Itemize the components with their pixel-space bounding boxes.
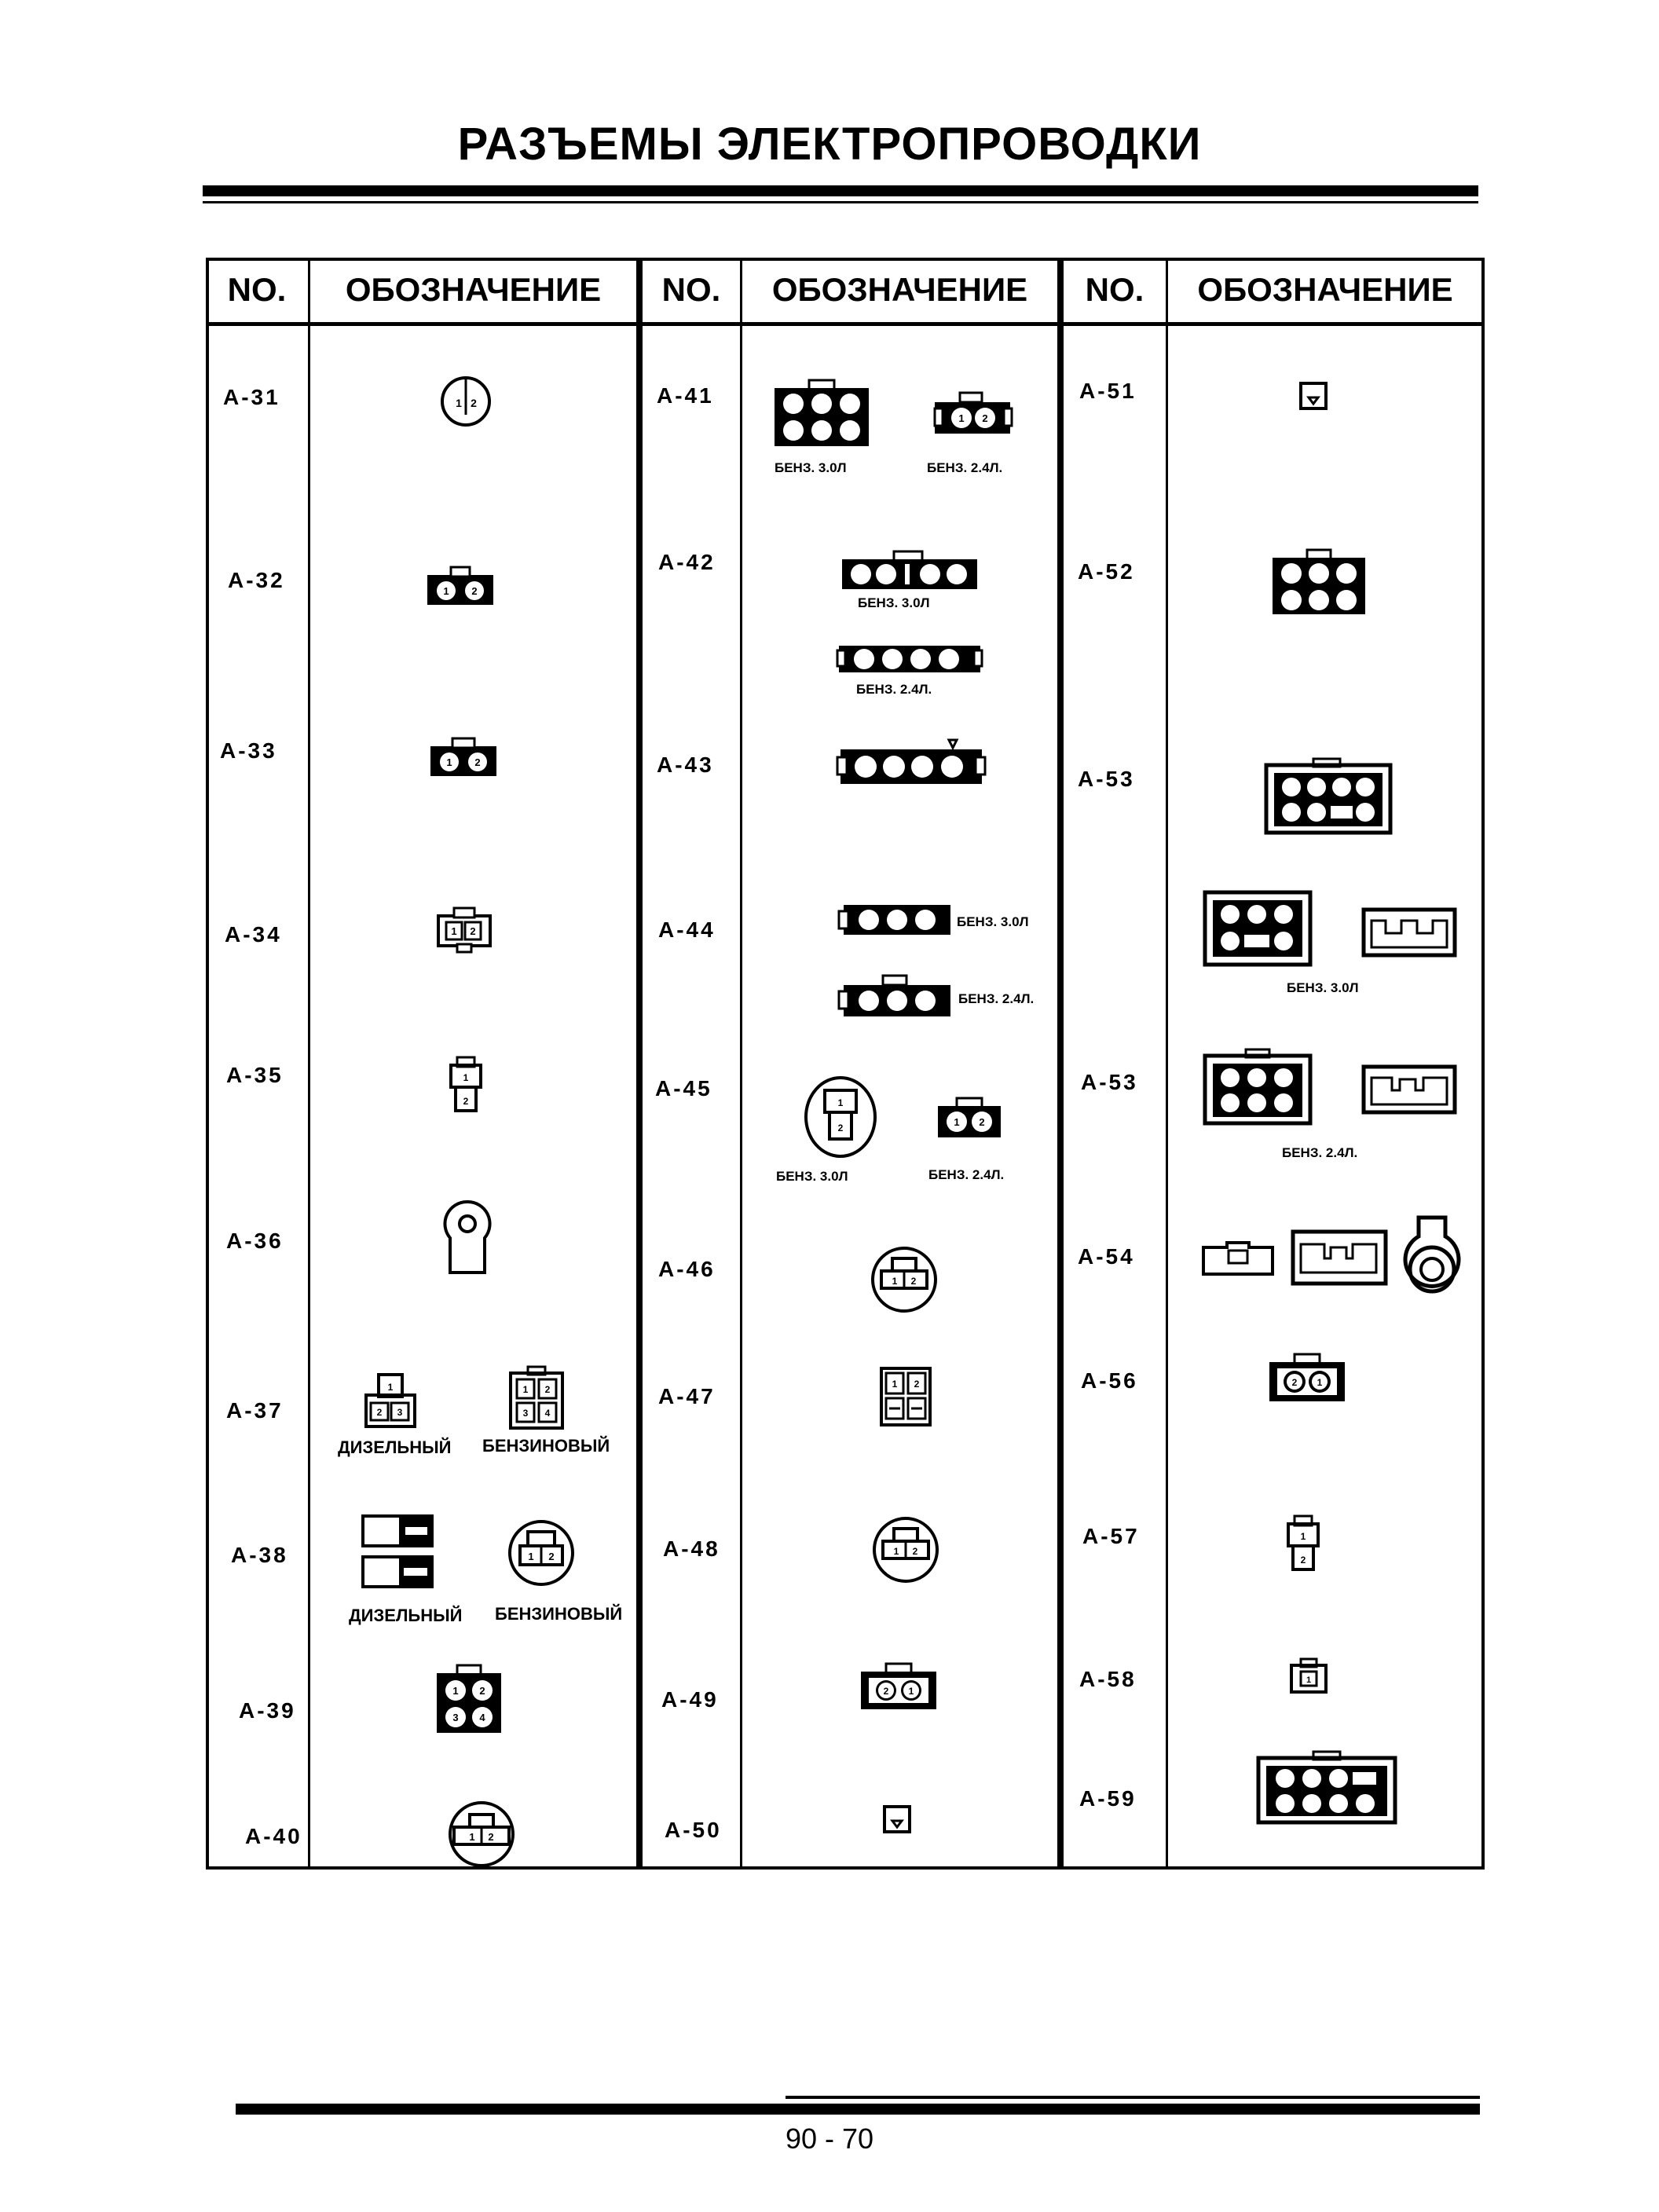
- variant-caption: БЕНЗ. 3.0Л: [957, 914, 1029, 929]
- row-number: A-35: [226, 1063, 284, 1087]
- variant-caption: ДИЗЕЛЬНЫЙ: [349, 1606, 463, 1625]
- svg-text:2: 2: [1291, 1377, 1298, 1388]
- row-number: A-53: [1081, 1070, 1138, 1094]
- connector-a35-icon: [446, 1056, 485, 1117]
- connector-a54-ring-icon: [1401, 1214, 1463, 1304]
- row-number: A-36: [226, 1229, 284, 1253]
- svg-text:1: 1: [954, 1116, 960, 1128]
- connector-a32-icon: [424, 566, 496, 608]
- svg-text:2: 2: [463, 1096, 469, 1107]
- row-number: A-44: [658, 917, 716, 942]
- variant-caption: БЕНЗ. 3.0Л: [776, 1169, 848, 1184]
- col-divider: [1166, 258, 1168, 1870]
- connector-a52-icon: [1269, 548, 1368, 617]
- svg-text:1: 1: [893, 1546, 899, 1557]
- connector-a44-petrol30-icon: [837, 900, 955, 939]
- row-number: A-51: [1079, 379, 1137, 403]
- svg-text:2: 2: [912, 1546, 918, 1557]
- connector-a36-icon: [440, 1197, 495, 1284]
- connector-a38-petrol-icon: [506, 1518, 577, 1588]
- svg-text:1: 1: [452, 1685, 459, 1697]
- connector-a53-icon: [1263, 757, 1393, 836]
- row-number: A-41: [657, 383, 714, 408]
- page-title: РАЗЪЕМЫ ЭЛЕКТРОПРОВОДКИ: [457, 119, 1202, 170]
- row-number: A-46: [658, 1257, 716, 1281]
- header-divider: [206, 322, 1485, 326]
- connector-a40-icon: [446, 1799, 517, 1870]
- title-underline-thin: [203, 201, 1478, 203]
- row-number: A-50: [665, 1818, 722, 1842]
- header-no-1: NO.: [227, 271, 287, 308]
- row-number: A-40: [245, 1824, 302, 1848]
- connector-a39-icon: [434, 1664, 504, 1736]
- row-number: A-47: [658, 1384, 716, 1408]
- connector-a44-petrol24-icon: [837, 974, 955, 1021]
- svg-text:1: 1: [908, 1686, 914, 1697]
- header-label-2: ОБОЗНАЧЕНИЕ: [771, 271, 1028, 308]
- page-number: 90 - 70: [785, 2122, 874, 2155]
- variant-caption: БЕНЗ. 2.4Л.: [927, 460, 1003, 475]
- connector-a33-icon: [427, 737, 500, 779]
- row-number: A-42: [658, 550, 716, 574]
- row-number: A-34: [225, 922, 282, 947]
- svg-text:1: 1: [456, 397, 462, 409]
- variant-caption: ДИЗЕЛЬНЫЙ: [338, 1437, 452, 1457]
- row-number: A-52: [1078, 559, 1135, 584]
- variant-caption: БЕНЗИНОВЫЙ: [495, 1604, 623, 1624]
- connector-a53-petrol30-block-icon: [1202, 889, 1313, 968]
- svg-text:1: 1: [1306, 1675, 1312, 1685]
- header-no-3: NO.: [1085, 271, 1144, 308]
- svg-text:1: 1: [1300, 1531, 1306, 1542]
- svg-text:4: 4: [479, 1712, 485, 1723]
- connector-a45-petrol30-icon: [801, 1075, 880, 1159]
- connector-a53-petrol24-block-icon: [1202, 1048, 1313, 1126]
- variant-caption: БЕНЗ. 3.0Л: [1287, 980, 1359, 995]
- svg-text:1: 1: [463, 1072, 469, 1083]
- row-number: A-43: [657, 753, 714, 777]
- connector-a49-icon: [858, 1662, 939, 1712]
- svg-text:2: 2: [837, 1122, 844, 1133]
- header-label-1: ОБОЗНАЧЕНИЕ: [345, 271, 602, 308]
- connector-a59-icon: [1255, 1750, 1398, 1826]
- svg-text:2: 2: [979, 1116, 985, 1128]
- svg-text:2: 2: [914, 1379, 920, 1390]
- svg-text:4: 4: [544, 1408, 551, 1419]
- svg-text:1: 1: [522, 1384, 529, 1395]
- row-number: A-49: [661, 1687, 719, 1712]
- connector-a51-icon: [1298, 380, 1329, 412]
- variant-caption: БЕНЗ. 2.4Л.: [958, 991, 1035, 1006]
- row-number: A-31: [223, 385, 280, 409]
- svg-text:1: 1: [528, 1551, 534, 1562]
- svg-text:2: 2: [470, 925, 476, 937]
- variant-caption: БЕНЗ. 2.4Л.: [1282, 1145, 1358, 1160]
- connector-a41-petrol24-icon: [932, 391, 1013, 438]
- svg-text:2: 2: [544, 1384, 551, 1395]
- connector-a41-petrol30-icon: [771, 379, 872, 449]
- row-number: A-38: [231, 1543, 288, 1567]
- variant-caption: БЕНЗИНОВЫЙ: [482, 1436, 610, 1456]
- connector-a47-icon: [878, 1365, 933, 1428]
- svg-text:3: 3: [452, 1712, 459, 1723]
- row-number: A-37: [226, 1398, 284, 1423]
- svg-text:1: 1: [1317, 1377, 1323, 1388]
- svg-text:2: 2: [376, 1407, 383, 1418]
- svg-text:1: 1: [837, 1097, 844, 1108]
- connector-a50-icon: [881, 1804, 913, 1835]
- connector-a58-icon: [1288, 1657, 1329, 1697]
- svg-text:1: 1: [387, 1382, 394, 1393]
- connector-a53-petrol24-plug-icon: [1361, 1064, 1458, 1115]
- variant-caption: БЕНЗ. 3.0Л: [775, 460, 847, 475]
- variant-caption: БЕНЗ. 2.4Л.: [856, 682, 932, 697]
- title-underline-thick: [203, 185, 1478, 196]
- connector-a37-petrol-icon: [507, 1365, 566, 1431]
- footer-rule-thick: [236, 2104, 1480, 2115]
- svg-text:2: 2: [474, 756, 481, 768]
- connector-a54-plug-large-icon: [1290, 1229, 1389, 1287]
- svg-text:1: 1: [958, 412, 965, 424]
- variant-caption: БЕНЗ. 2.4Л.: [928, 1167, 1005, 1182]
- connector-a42-petrol24-icon: [836, 633, 985, 677]
- connector-a48-icon: [870, 1513, 941, 1585]
- row-number: A-45: [655, 1076, 712, 1101]
- connector-a57-icon: [1284, 1514, 1323, 1576]
- row-number: A-54: [1078, 1244, 1135, 1269]
- footer-rule-thin: [786, 2096, 1480, 2099]
- svg-text:2: 2: [548, 1551, 555, 1562]
- col-divider: [740, 258, 742, 1870]
- row-number: A-58: [1079, 1667, 1137, 1691]
- svg-text:1: 1: [443, 585, 449, 597]
- svg-text:1: 1: [892, 1276, 898, 1287]
- connector-a53-petrol30-plug-icon: [1361, 906, 1458, 958]
- svg-text:1: 1: [892, 1379, 898, 1390]
- svg-text:3: 3: [522, 1408, 529, 1419]
- svg-text:2: 2: [982, 412, 988, 424]
- connector-a54-plug-small-icon: [1200, 1240, 1276, 1277]
- svg-text:1: 1: [451, 925, 457, 937]
- connector-a45-petrol24-icon: [935, 1097, 1004, 1141]
- connector-a43-icon: [837, 738, 987, 789]
- section-divider: [636, 258, 643, 1870]
- svg-text:2: 2: [488, 1831, 494, 1843]
- row-number: A-53: [1078, 767, 1135, 791]
- svg-text:1: 1: [446, 756, 452, 768]
- row-number: A-32: [228, 568, 285, 592]
- svg-text:2: 2: [883, 1686, 889, 1697]
- connector-table: [206, 258, 1485, 1870]
- col-divider: [308, 258, 310, 1870]
- connector-a34-icon: [434, 906, 496, 958]
- svg-text:2: 2: [471, 585, 478, 597]
- connector-a46-icon: [869, 1243, 939, 1315]
- row-number: A-56: [1081, 1368, 1138, 1393]
- row-number: A-33: [220, 738, 277, 763]
- svg-text:2: 2: [1300, 1555, 1306, 1566]
- svg-text:2: 2: [910, 1276, 917, 1287]
- connector-a42-petrol30-icon: [839, 550, 980, 594]
- svg-text:3: 3: [397, 1407, 403, 1418]
- svg-text:1: 1: [469, 1831, 475, 1843]
- connector-a38-diesel-icon: [360, 1513, 435, 1591]
- variant-caption: БЕНЗ. 3.0Л: [858, 595, 930, 610]
- row-number: A-59: [1079, 1786, 1137, 1811]
- row-number: A-48: [663, 1536, 720, 1561]
- row-number: A-39: [239, 1698, 296, 1723]
- header-no-2: NO.: [661, 271, 721, 308]
- section-divider: [1057, 258, 1064, 1870]
- connector-a37-diesel-icon: [363, 1372, 419, 1431]
- svg-text:2: 2: [479, 1685, 485, 1697]
- row-number: A-57: [1082, 1524, 1140, 1548]
- connector-a31-icon: [438, 374, 493, 429]
- connector-a56-icon: [1266, 1353, 1348, 1404]
- svg-text:2: 2: [471, 397, 477, 409]
- header-label-3: ОБОЗНАЧЕНИЕ: [1197, 271, 1453, 308]
